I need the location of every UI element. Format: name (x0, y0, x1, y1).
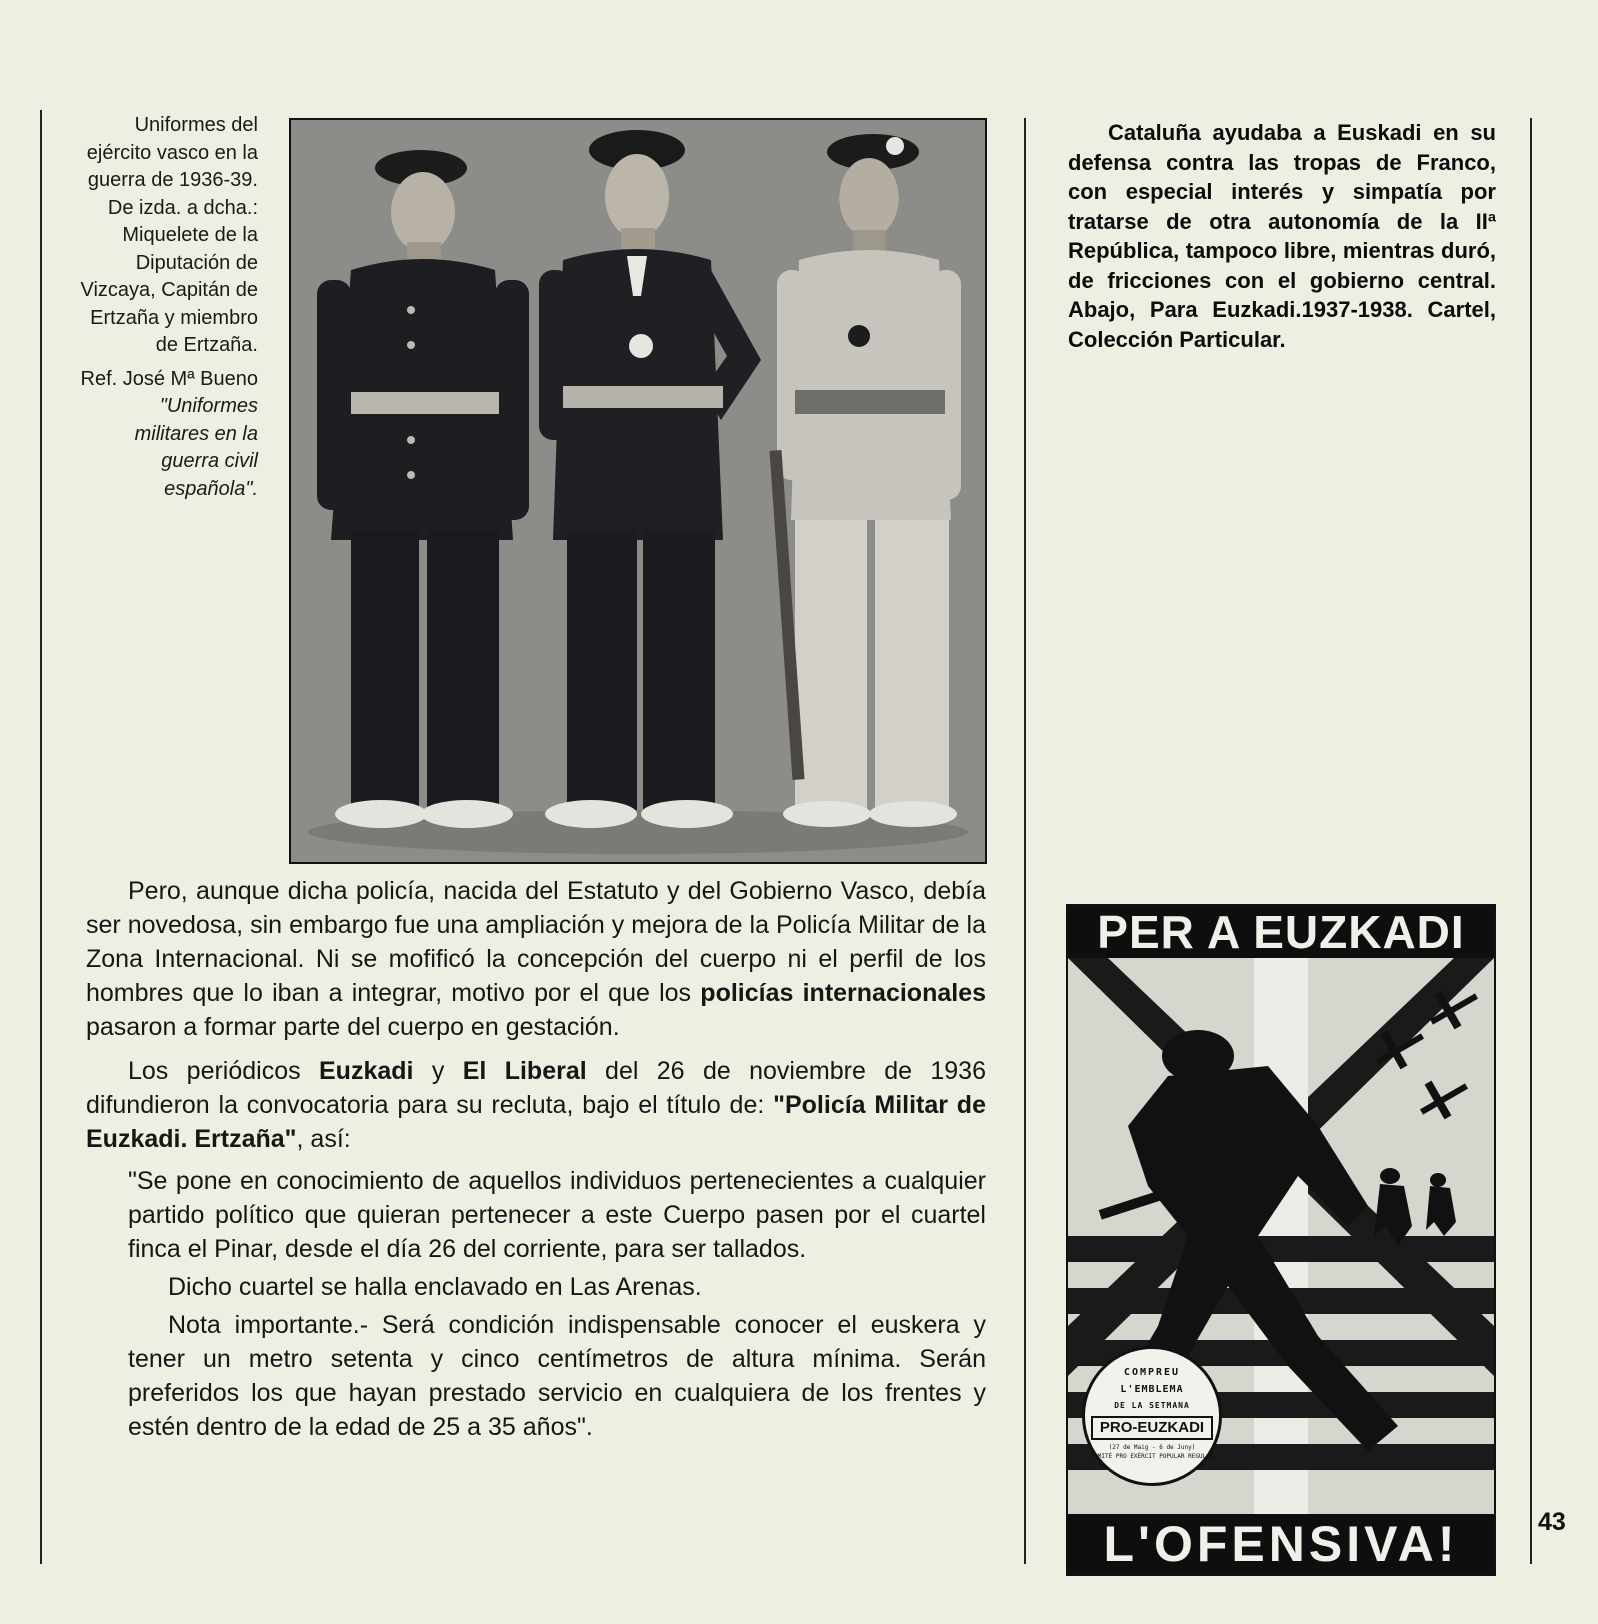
p2-bold-euzkadi: Euzkadi (319, 1057, 414, 1085)
page-number: 43 (1538, 1508, 1566, 1536)
quoted-announcement (128, 1164, 986, 1444)
column-rule-left (40, 110, 42, 1564)
p2-bold-title: "Policía Militar de Euzkadi. Ertzaña" (86, 1091, 986, 1153)
photo-caption (80, 112, 258, 503)
badge-line-5: (27 de Maig - 6 de Juny) (1108, 1444, 1196, 1451)
p2-text-d: , así: (296, 1125, 351, 1153)
p1-text-b: pasaron a formar parte del cuerpo en gestación. (86, 1013, 620, 1041)
article-body (86, 874, 986, 1444)
badge-line-4: PRO-EUZKADI (1091, 1416, 1213, 1440)
sidebar-text: Cataluña ayudaba a Euskadi en su defensa contra las tropas de Franco, con especial interés y simpatía por tratarse de otra autonomía de la IIª República, tampoco libre, mientras duró, de fricciones con el gobierno central. Abajo, Para Euzkadi.1937-1938. Cartel, Colección Particular. (1068, 120, 1496, 352)
column-rule-center (1024, 118, 1026, 1564)
uniforms-illustration (289, 118, 987, 864)
caption-ref: Ref. José Mª Bueno (80, 367, 258, 390)
poster-per-a-euzkadi (1066, 904, 1496, 1576)
p2-text-b: y (413, 1057, 463, 1085)
quote-paragraph-1: "Se pone en conocimiento de aquellos individuos pertenecientes a cualquier partido político que quieran pertenecer a este Cuerpo pasen por el cuartel finca el Pinar, desde el día 26 del corriente, para ser tallados. (128, 1167, 986, 1263)
caption-book-title: "Uniformes militares en la guerra civil española". (134, 395, 258, 500)
caption-text: Uniformes del ejército vasco en la guerra de 1936-39. De izda. a dcha.: Miquelete de la Diputación de Vizcaya, Capitán de Ertzaña y miembro de Ertzaña. (80, 114, 258, 356)
p1-bold: policías internacionales (700, 979, 987, 1007)
badge-line-2: L'EMBLEMA (1120, 1384, 1184, 1395)
poster-slogan: L'OFENSIVA! (1068, 1514, 1494, 1574)
quote-paragraph-3: Nota importante.- Será condición indispensable conocer el euskera y tener un metro setenta y cinco centímetros de altura mínima. Serán preferidos los que hayan prestado servicio en cualquiera de los frentes y estén dentro de la edad de 25 a 35 años". (128, 1311, 986, 1441)
sidebar-note (1068, 118, 1496, 354)
p2-text-c: del 26 de noviembre de 1936 difundieron la convocatoria para su recluta, bajo el título de: (86, 1057, 986, 1119)
badge-line-6: COMITÈ PRO EXÈRCIT POPULAR REGULAR (1090, 1453, 1214, 1460)
badge-line-1: COMPREU (1123, 1367, 1181, 1378)
column-rule-right (1530, 118, 1532, 1564)
body-paragraph-1 (86, 874, 986, 1044)
quote-paragraph-2: Dicho cuartel se halla enclavado en Las Arenas. (168, 1273, 702, 1301)
p2-text-a: Los periódicos (128, 1057, 319, 1085)
poster-headline: PER A EUZKADI (1068, 906, 1494, 958)
poster-emblem-badge (1082, 1346, 1222, 1486)
body-paragraph-2 (86, 1054, 986, 1156)
p2-bold-el-liberal: El Liberal (462, 1057, 587, 1085)
p1-text-a: Pero, aunque dicha policía, nacida del Estatuto y del Gobierno Vasco, debía ser novedosa, sin embargo fue una ampliación y mejora de la Policía Militar de la Zona Internacional. Ni se mofificó la concepción del cuerpo ni el perfil de los hombres que lo iban a integrar, motivo por el que los (86, 877, 986, 1007)
badge-line-3: DE LA SETMANA (1114, 1401, 1190, 1410)
